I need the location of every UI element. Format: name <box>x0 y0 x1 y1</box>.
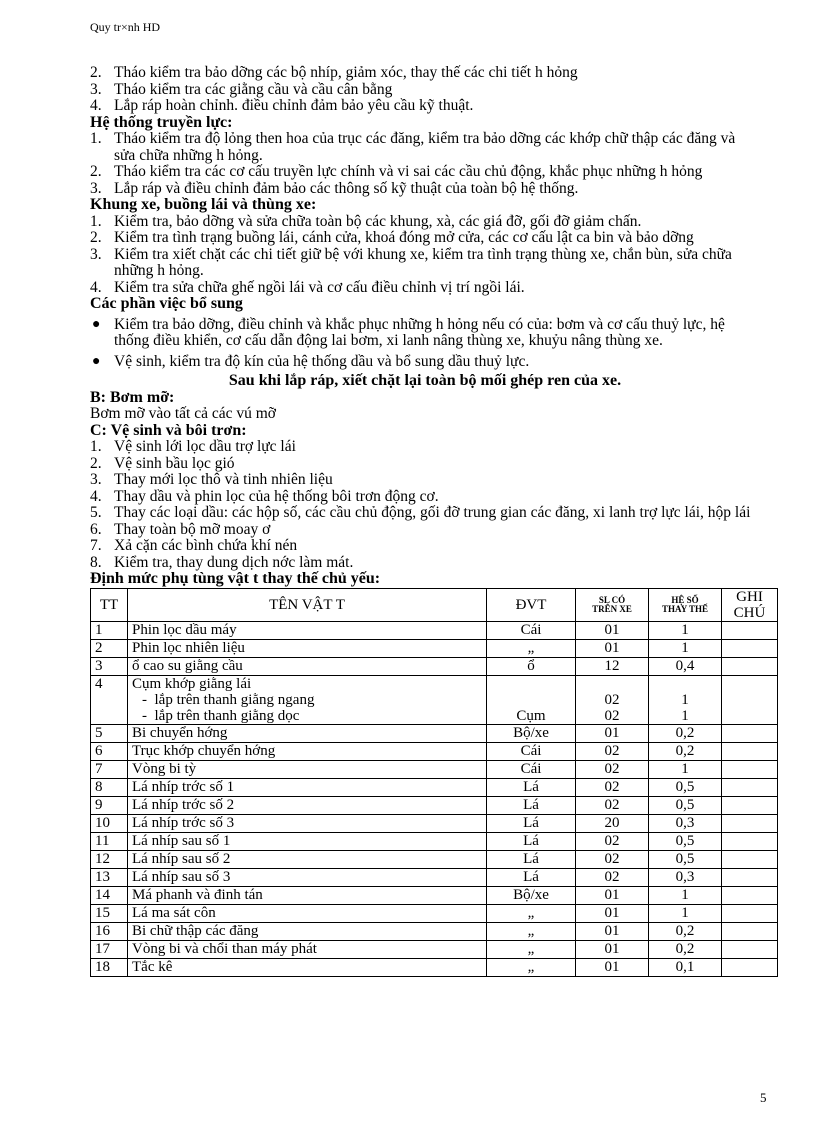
table-row <box>91 814 778 832</box>
table-cell-dvt: Cái <box>487 742 576 760</box>
transmission-list <box>90 131 760 197</box>
table-cell-dvt: Lá <box>487 832 576 850</box>
table-cell-hs: 1 <box>649 904 722 922</box>
table-cell-note <box>722 742 778 760</box>
col-header-tt: TT <box>91 588 128 621</box>
table-cell-sl: 01 <box>576 922 649 940</box>
table-cell-name: Lá nhíp sau số 3 <box>128 868 487 886</box>
bullet-item: ● Vệ sinh, kiểm tra độ kín của hệ thống dầu và bổ sung dầu thuỷ lực. <box>92 352 530 370</box>
table-cell-tt: 6 <box>91 742 128 760</box>
table-cell-note <box>722 850 778 868</box>
table-cell-name: Bi chuyển hớng <box>128 724 487 742</box>
table-cell-name: Lá nhíp trớc số 2 <box>128 796 487 814</box>
table-cell-name: Trục khớp chuyển hớng <box>128 742 487 760</box>
table-cell-note <box>722 886 778 904</box>
table-header-row <box>91 588 778 621</box>
table-cell-tt: 8 <box>91 778 128 796</box>
table-cell-name: Bi chữ thập các đăng <box>128 922 487 940</box>
continued-list <box>90 65 760 115</box>
table-cell-hs: 0,5 <box>649 850 722 868</box>
list-item: 3. Kiểm tra xiết chặt các chi tiết giữ bệ với khung xe, kiểm tra tình trạng thùng xe, chắn bùn, sửa chữa những h hỏng. <box>90 245 732 279</box>
table-row <box>91 657 778 675</box>
table-cell-tt: 3 <box>91 657 128 675</box>
col-header-hs: HỆ SỐ THAY THẾ <box>649 588 722 621</box>
table-body-row4 <box>91 675 778 724</box>
table-body-b <box>91 724 778 976</box>
table-cell-sl: 02 <box>576 850 649 868</box>
list-item: 2. Vệ sinh bầu lọc gió <box>90 454 235 472</box>
table-cell-hs: 0,5 <box>649 778 722 796</box>
table-cell-dvt: Bộ/xe <box>487 724 576 742</box>
col-header-sl: SL CÓ TRÊN XE <box>576 588 649 621</box>
list-item: 6. Thay toàn bộ mỡ moay ơ <box>90 520 271 538</box>
table-cell-tt: 2 <box>91 639 128 657</box>
table-cell-sl: 01 <box>576 621 649 639</box>
table-cell-hs: 0,1 <box>649 958 722 976</box>
list-item: 1. Kiểm tra, bảo dỡng và sửa chữa toàn bộ các khung, xà, các giá đỡ, gối đỡ giảm chấn. <box>90 212 642 230</box>
table-cell-hs: 0,2 <box>649 922 722 940</box>
table-cell-note <box>722 940 778 958</box>
table-cell-tt: 13 <box>91 868 128 886</box>
table-cell-tt: 18 <box>91 958 128 976</box>
section-heading-extra: Các phần việc bổ sung <box>90 295 243 312</box>
table-cell-sl: 01 <box>576 639 649 657</box>
section-heading-transmission: Hệ thống truyền lực: <box>90 113 233 131</box>
table-cell-name: Vòng bi tỳ <box>128 760 487 778</box>
table-row <box>91 922 778 940</box>
table-cell-sl: 01 <box>576 940 649 958</box>
table-cell-sl: 01 <box>576 886 649 904</box>
table-cell-sl: 02 <box>576 760 649 778</box>
table-row <box>91 639 778 657</box>
table-row <box>91 958 778 976</box>
table-cell-dvt: Cái <box>487 760 576 778</box>
table-cell-dvt: Cái <box>487 621 576 639</box>
table-cell-name: Vòng bi và chổi than máy phát <box>128 940 487 958</box>
table-cell-hs: 0,5 <box>649 832 722 850</box>
table-cell-name: Má phanh và đinh tán <box>128 886 487 904</box>
table-cell-hs: 0,3 <box>649 868 722 886</box>
list-item: 2. Tháo kiểm tra bảo dỡng các bộ nhíp, giảm xóc, thay thế các chi tiết h hỏng <box>90 64 578 81</box>
table-cell-note <box>722 958 778 976</box>
col-header-name: TÊN VẬT T <box>128 588 487 621</box>
table-cell-dvt: ổ <box>487 657 576 675</box>
table-row <box>91 760 778 778</box>
table-cell-sl: 01 <box>576 724 649 742</box>
list-item: 4. Lắp ráp hoàn chỉnh. điều chỉnh đảm bảo yêu cầu kỹ thuật. <box>90 97 474 114</box>
list-item: 3. Tháo kiểm tra các giằng cầu và cầu cân bằng <box>90 80 393 98</box>
table-cell-hs: 1 <box>649 886 722 904</box>
table-cell-note <box>722 760 778 778</box>
parts-table-title: Định mức phụ tùng vật t thay thế chủ yếu: <box>90 570 381 587</box>
table-cell-note <box>722 657 778 675</box>
list-item: 4. Kiểm tra sửa chữa ghế ngồi lái và cơ cấu điều chỉnh vị trí ngồi lái. <box>90 278 525 296</box>
bullet-icon: ● <box>92 353 101 369</box>
table-cell-note <box>722 778 778 796</box>
table-cell-hs: 0,5 <box>649 796 722 814</box>
table-cell-name: Lá nhíp sau số 2 <box>128 850 487 868</box>
table-cell-hs: 0,3 <box>649 814 722 832</box>
table-row <box>91 868 778 886</box>
table-row <box>91 886 778 904</box>
list-item: 1. Tháo kiểm tra độ lỏng then hoa của trục các đăng, kiểm tra bảo dỡng các khớp chữ thập các đăng và sửa chữa những h hỏng. <box>90 130 736 164</box>
table-cell-note <box>722 621 778 639</box>
table-cell-dvt: „ <box>487 639 576 657</box>
table-cell-note <box>722 922 778 940</box>
parts-table <box>90 588 778 977</box>
table-cell-name: Lá nhíp trớc số 3 <box>128 814 487 832</box>
table-cell-hs: 1 <box>649 621 722 639</box>
table-cell-hs: 1 <box>649 760 722 778</box>
bullet-icon: ● <box>92 316 101 332</box>
table-cell-sl: 02 <box>576 778 649 796</box>
table-cell-hs: 1 <box>649 639 722 657</box>
section-heading-c: C: Vệ sinh và bôi trơn: <box>90 421 247 439</box>
table-row <box>91 850 778 868</box>
table-cell-tt: 17 <box>91 940 128 958</box>
table-cell-hs: 0,2 <box>649 742 722 760</box>
table-cell-dvt: Lá <box>487 868 576 886</box>
frame-list <box>90 214 760 297</box>
table-cell-sl: 02 <box>576 742 649 760</box>
table-row <box>91 796 778 814</box>
table-cell-name: ổ cao su giằng cầu <box>128 657 487 675</box>
table-cell-tt: 15 <box>91 904 128 922</box>
table-cell-sl: 01 <box>576 904 649 922</box>
table-cell-tt: 16 <box>91 922 128 940</box>
list-item: 4. Thay dầu và phin lọc của hệ thống bôi trơn động cơ. <box>90 487 439 505</box>
table-row <box>91 724 778 742</box>
table-cell-sl: 02 <box>576 868 649 886</box>
table-cell-dvt: Lá <box>487 796 576 814</box>
list-item: 3. Thay mới lọc thô và tinh nhiên liệu <box>90 471 333 488</box>
table-cell-tt: 5 <box>91 724 128 742</box>
list-item: 5. Thay các loại dầu: các hộp số, các cầu chủ động, gối đỡ trung gian các đăng, xi lanh trợ lực lái, hộp lái <box>90 504 751 521</box>
table-cell-dvt: „ <box>487 922 576 940</box>
col-header-dvt: ĐVT <box>487 588 576 621</box>
table-cell-tt: 14 <box>91 886 128 904</box>
col-header-note: GHI CHÚ <box>722 588 778 621</box>
table-row <box>91 742 778 760</box>
table-cell-note <box>722 832 778 850</box>
section-b-text: Bơm mỡ vào tất cả các vú mỡ <box>90 405 276 422</box>
table-cell-tt: 10 <box>91 814 128 832</box>
table-cell-dvt: Lá <box>487 850 576 868</box>
table-cell-hs: 0,2 <box>649 940 722 958</box>
list-item: 8. Kiểm tra, thay dung dịch nớc làm mát. <box>90 553 354 571</box>
table-body-a <box>91 621 778 675</box>
table-cell-hs: 0,2 <box>649 724 722 742</box>
table-cell-name: Tắc kê <box>128 958 487 976</box>
table-cell-note <box>722 904 778 922</box>
bullet-item: ● Kiểm tra bảo dỡng, điều chỉnh và khắc phục những h hỏng nếu có của: bơm và cơ cấu thuỷ lực, hệ thống điều khiển, cơ cấu dẫn động lai bơm, xi lanh nâng thùng xe, khuỷu nâng thùng xe. <box>92 315 725 349</box>
table-cell-name: Lá ma sát côn <box>128 904 487 922</box>
table-cell-sl: 02 <box>576 832 649 850</box>
table-cell-dvt: Lá <box>487 814 576 832</box>
table-cell-tt: 12 <box>91 850 128 868</box>
table-cell-note <box>722 724 778 742</box>
table-cell-tt: 9 <box>91 796 128 814</box>
list-item: 2. Tháo kiểm tra các cơ cấu truyền lực chính và vi sai các cầu chủ động, khắc phục những h hỏng <box>90 163 703 180</box>
table-cell-dvt: „ <box>487 904 576 922</box>
table-cell-dvt: „ <box>487 958 576 976</box>
table-cell-dvt: Bộ/xe <box>487 886 576 904</box>
table-cell-name: Phin lọc dầu máy <box>128 621 487 639</box>
table-row <box>91 778 778 796</box>
table-cell-sl: 02 <box>576 796 649 814</box>
section-heading-b: B: Bơm mỡ: <box>90 388 175 406</box>
list-item: 3. Lắp ráp và điều chỉnh đảm bảo các thông số kỹ thuật của toàn bộ hệ thống. <box>90 179 579 197</box>
table-cell-note <box>722 814 778 832</box>
table-cell-tt: 11 <box>91 832 128 850</box>
document-body <box>90 64 766 977</box>
table-row <box>91 832 778 850</box>
table-cell-sl: 01 <box>576 958 649 976</box>
table-cell-name: Lá nhíp sau số 1 <box>128 832 487 850</box>
table-cell-name: Lá nhíp trớc số 1 <box>128 778 487 796</box>
table-cell-sl: 20 <box>576 814 649 832</box>
table-row <box>91 940 778 958</box>
closing-note: Sau khi lắp ráp, xiết chặt lại toàn bộ mối ghép ren của xe. <box>228 372 622 389</box>
table-cell-tt: 1 <box>91 621 128 639</box>
table-cell-dvt: „ <box>487 940 576 958</box>
page-number: 5 <box>760 1090 767 1105</box>
table-cell-note <box>722 796 778 814</box>
table-cell-note <box>722 868 778 886</box>
section-c-list <box>90 439 760 571</box>
table-cell-note <box>722 639 778 657</box>
list-item: 2. Kiểm tra tình trạng buồng lái, cánh cửa, khoá đóng mở cửa, các cơ cấu lật ca bin và bảo dỡng <box>90 229 694 246</box>
table-row: 4 Cụm khớp giằng lái - lắp trên thanh giằng ngang - lắp trên thanh giằng dọc Cụm 02 02 1 1 <box>91 675 778 724</box>
section-heading-frame: Khung xe, buồng lái và thùng xe: <box>90 196 317 213</box>
table-row <box>91 621 778 639</box>
list-item: 1. Vệ sinh lới lọc dầu trợ lực lái <box>90 438 296 455</box>
table-cell-hs: 0,4 <box>649 657 722 675</box>
table-cell-name: Phin lọc nhiên liệu <box>128 639 487 657</box>
table-row <box>91 904 778 922</box>
table-cell-tt: 7 <box>91 760 128 778</box>
extra-bullet-list <box>90 317 760 371</box>
table-cell-dvt: Lá <box>487 778 576 796</box>
list-item: 7. Xả cặn các bình chứa khí nén <box>90 537 298 554</box>
document-header: Quy tr×nh HD <box>90 20 161 34</box>
table-cell-sl: 12 <box>576 657 649 675</box>
